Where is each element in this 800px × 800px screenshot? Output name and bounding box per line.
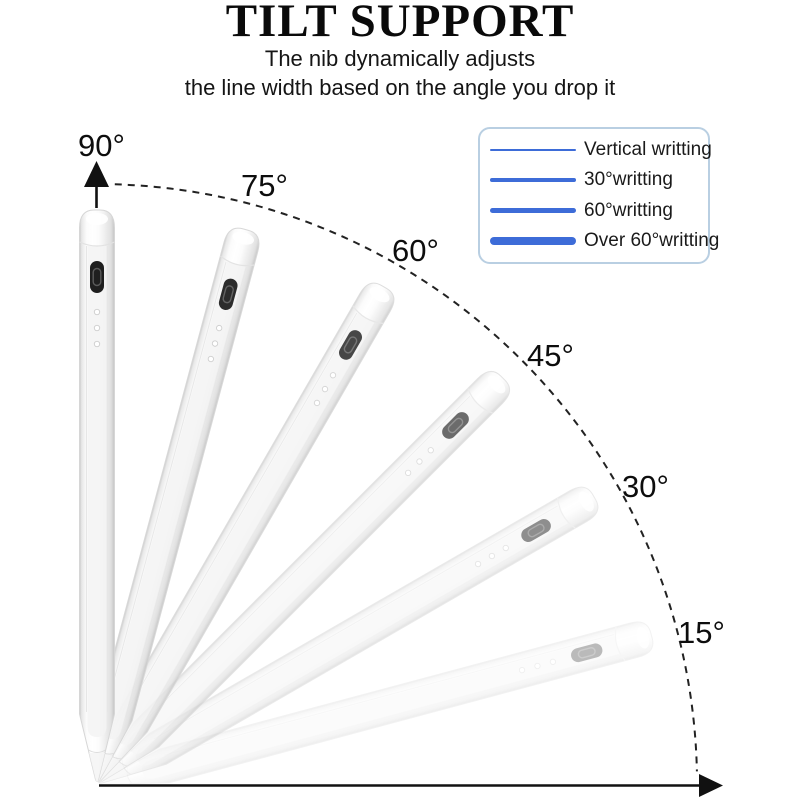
- legend-row-30: [490, 169, 698, 191]
- vertical-axis-arrow: [84, 161, 109, 208]
- angle-label-60: 60°: [392, 233, 439, 268]
- angle-label-45: 45°: [527, 338, 574, 373]
- legend-label: 60°writting: [584, 199, 673, 221]
- pen-fan-layer: [80, 210, 656, 800]
- legend-line-sample: [490, 237, 576, 245]
- legend-line-sample: [490, 208, 576, 213]
- horizontal-axis-arrow: [99, 774, 723, 797]
- angle-label-75: 75°: [241, 168, 288, 203]
- subtitle-line-2: the line width based on the angle you drop it: [184, 75, 616, 100]
- legend-row-over-60: [490, 229, 720, 252]
- legend-line-sample: [490, 149, 576, 151]
- legend-label: 30°writting: [584, 169, 673, 191]
- line-width-legend: [478, 127, 720, 264]
- legend-row-60: [490, 200, 698, 222]
- legend-row-vertical: [490, 139, 712, 161]
- angle-label-90: 90°: [78, 128, 125, 163]
- subtitle-line-1: The nib dynamically adjusts: [264, 46, 536, 71]
- page-title: TILT SUPPORT: [225, 0, 575, 47]
- legend-label: Vertical writting: [584, 139, 712, 161]
- angle-label-15: 15°: [678, 615, 725, 650]
- legend-line-sample: [490, 178, 576, 182]
- legend-label: Over 60°writting: [584, 229, 720, 251]
- page-subtitle: [0, 44, 800, 102]
- stylus-pen-90deg: [80, 210, 115, 782]
- angle-label-30: 30°: [622, 469, 669, 504]
